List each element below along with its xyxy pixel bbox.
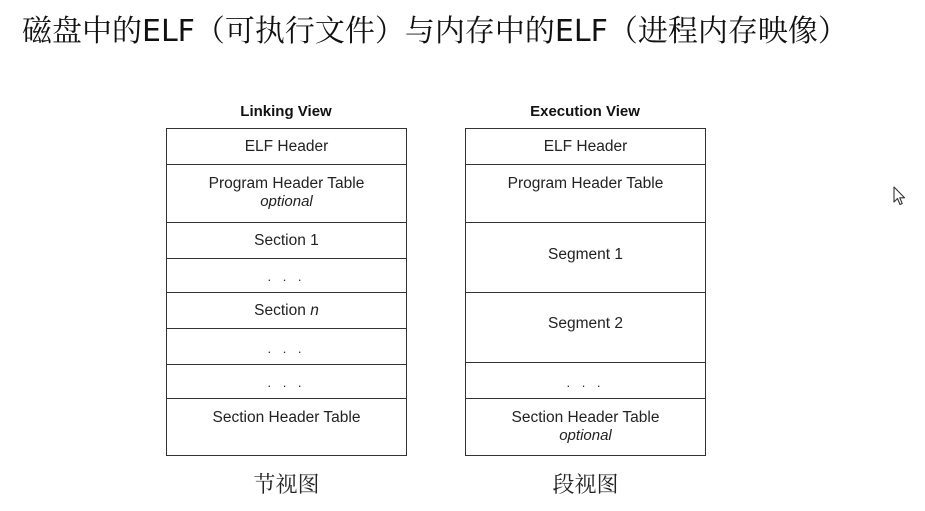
- execution-row-segment-1: [466, 223, 705, 293]
- execution-row-ellipsis: [466, 363, 705, 399]
- linking-view-title: Linking View: [240, 103, 332, 120]
- row-label: Segment 1: [548, 246, 623, 263]
- slide-title: 磁盘中的ELF（可执行文件）与内存中的ELF（进程内存映像）: [22, 14, 848, 49]
- row-label-italic: n: [310, 302, 319, 319]
- row-label: Program Header Table: [208, 175, 365, 192]
- row-label: Section Header Table: [212, 409, 361, 426]
- row-label: . . .: [566, 375, 605, 390]
- linking-view-caption: 节视图: [253, 473, 320, 498]
- row-sublabel: optional: [559, 427, 612, 444]
- execution-view-diagram: [465, 128, 706, 456]
- execution-row-segment-2: [466, 293, 705, 363]
- linking-row-ellipsis-2: [167, 329, 406, 365]
- row-label: Section: [254, 302, 306, 319]
- execution-row-section-header-table: [466, 399, 705, 457]
- row-label: ELF Header: [244, 138, 329, 155]
- row-sublabel: optional: [260, 193, 313, 210]
- execution-row-elf-header: [466, 129, 705, 165]
- linking-row-elf-header: [167, 129, 406, 165]
- linking-row-section-n: [167, 293, 406, 329]
- linking-row-program-header-table: [167, 165, 406, 223]
- linking-row-section-header-table: [167, 399, 406, 457]
- row-label: ELF Header: [543, 138, 628, 155]
- linking-row-ellipsis-1: [167, 259, 406, 293]
- row-label: Section Header Table: [511, 409, 660, 426]
- execution-row-program-header-table: [466, 165, 705, 223]
- row-label: . . .: [267, 375, 306, 390]
- linking-row-ellipsis-3: [167, 365, 406, 399]
- row-label: Segment 2: [548, 315, 623, 332]
- execution-view-caption: 段视图: [552, 473, 619, 498]
- row-label: Section 1: [254, 232, 319, 249]
- row-label: Program Header Table: [507, 175, 664, 192]
- execution-view-title: Execution View: [530, 103, 640, 120]
- row-label: . . .: [267, 341, 306, 356]
- mouse-pointer-icon: [893, 186, 907, 206]
- linking-view-diagram: [166, 128, 407, 456]
- row-label: . . .: [267, 269, 306, 284]
- linking-row-section-1: [167, 223, 406, 259]
